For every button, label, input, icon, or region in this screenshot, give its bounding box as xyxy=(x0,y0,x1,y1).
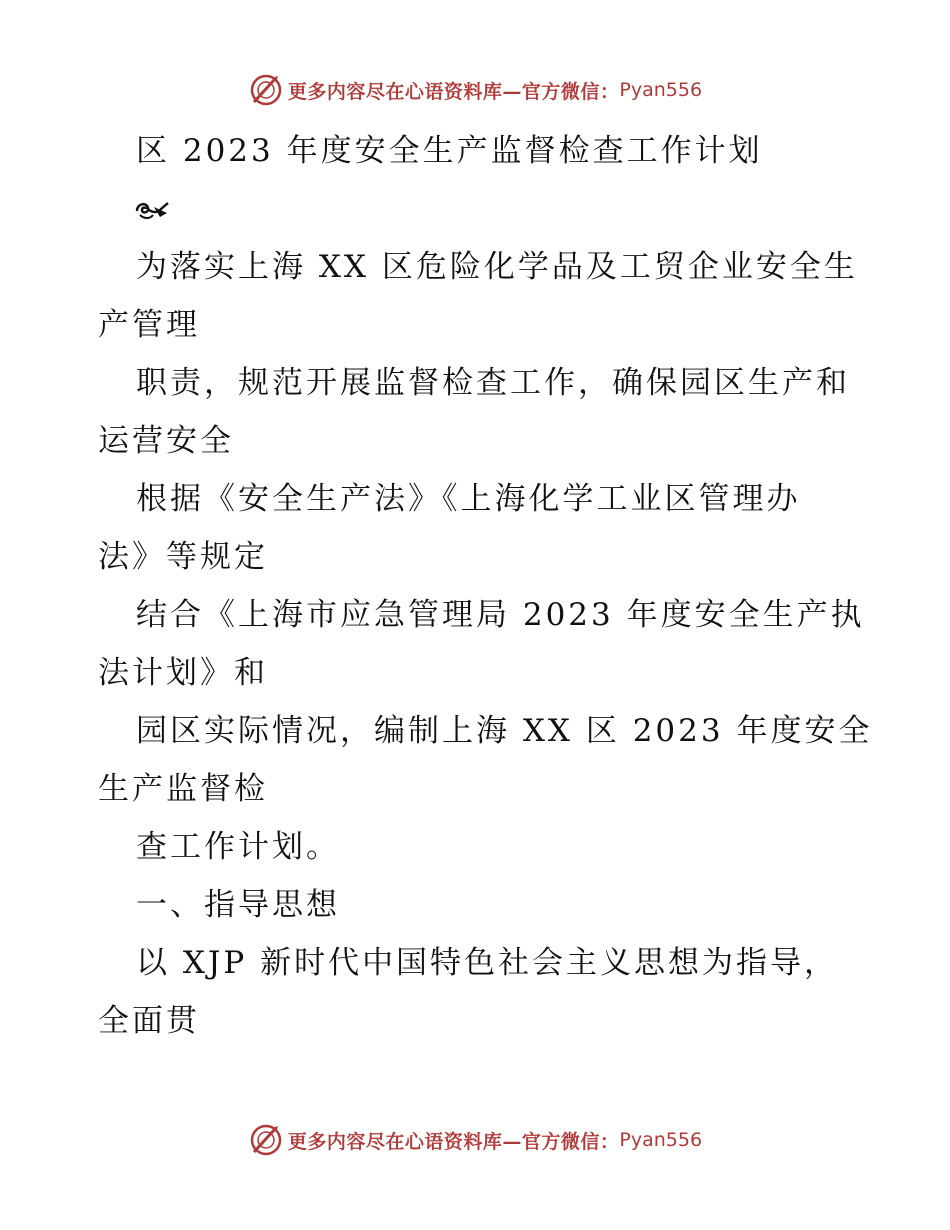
paragraph-line: 结合《上海市应急管理局 2023 年度安全生产执 xyxy=(136,597,865,633)
ornament-row xyxy=(98,180,868,238)
paragraph-line: 以 XJP 新时代中国特色社会主义思想为指导， xyxy=(136,945,839,981)
paragraph-line: 运营安全 xyxy=(98,423,234,459)
paragraph-line: 职责，规范开展监督检查工作，确保园区生产和 xyxy=(136,365,850,401)
paragraph-line: 园区实际情况，编制上海 XX 区 2023 年度安全 xyxy=(136,713,873,749)
watermark-wechat-id: Pyan556 xyxy=(619,79,703,101)
document-title: 区 2023 年度安全生产监督检查工作计划 xyxy=(136,133,763,169)
paragraph-line: 生产监督检 xyxy=(98,771,268,807)
paragraph-line: 产管理 xyxy=(98,307,200,343)
paragraph-line: 查工作计划。 xyxy=(136,829,340,865)
paragraph-line: 为落实上海 XX 区危险化学品及工贸企业安全生 xyxy=(136,249,858,285)
watermark-text: 更多内容尽在心语资料库—官方微信： xyxy=(287,80,620,103)
watermark-text: 更多内容尽在心语资料库—官方微信： xyxy=(287,1130,620,1153)
paragraph-line: 全面贯 xyxy=(98,1003,200,1039)
fleuron-ornament-icon xyxy=(134,197,170,221)
section-heading: 一、指导思想 xyxy=(136,887,340,923)
seal-logo-icon xyxy=(248,1122,284,1158)
watermark-wechat-id: Pyan556 xyxy=(619,1129,703,1151)
document-body xyxy=(98,122,873,1050)
header-watermark xyxy=(0,70,950,110)
paragraph-line: 法计划》和 xyxy=(98,655,268,691)
paragraph-line: 根据《安全生产法》《上海化学工业区管理办 xyxy=(136,481,801,517)
paragraph-line: 法》等规定 xyxy=(98,539,268,575)
footer-watermark xyxy=(0,1120,950,1160)
seal-logo-icon xyxy=(248,72,284,108)
